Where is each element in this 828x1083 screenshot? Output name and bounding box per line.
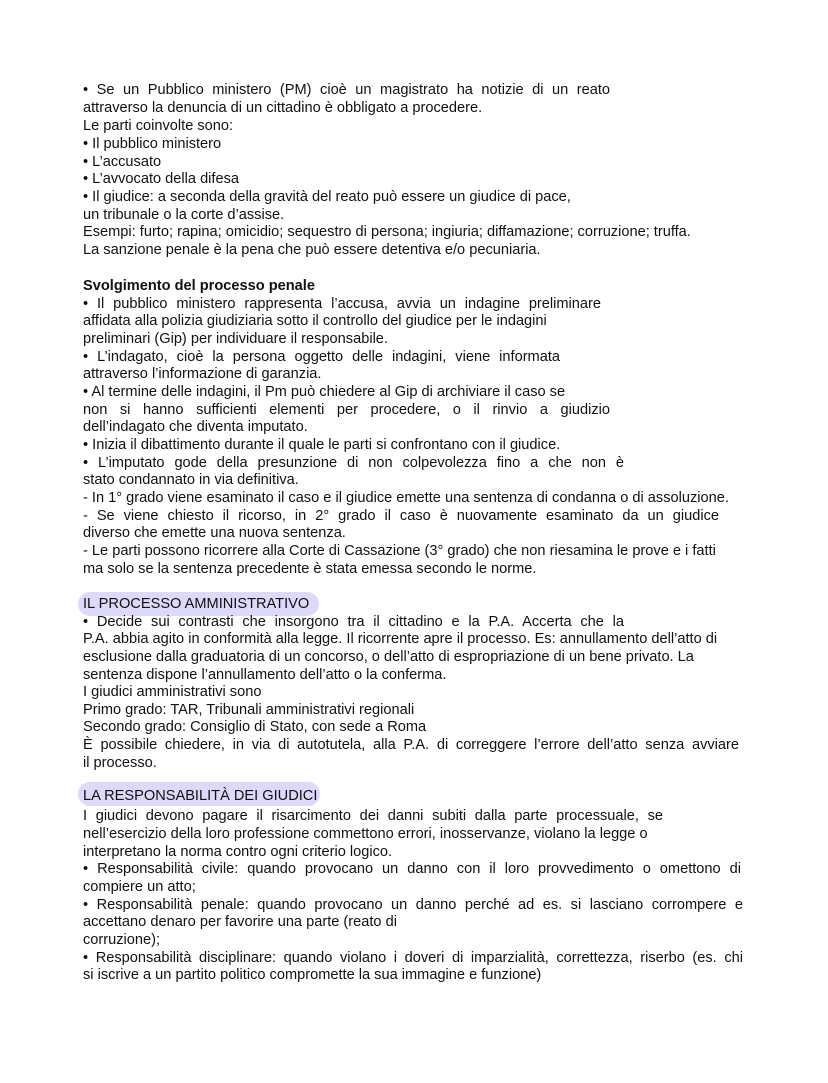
text-line: attraverso l’informazione di garanzia. (83, 366, 322, 382)
text-line: ma solo se la sentenza precedente è stata emessa secondo le norme. (83, 561, 537, 577)
text-line: • Inizia il dibattimento durante il quale le parti si confrontano con il giudice. (83, 437, 561, 453)
text-line: P.A. abbia agito in conformità alla legge. Il ricorrente apre il processo. Es: annullamento dell’atto di (83, 631, 718, 647)
text-line: I giudici amministrativi sono (83, 684, 262, 700)
text-line: • L’accusato (83, 154, 162, 170)
text-line: Esempi: furto; rapina; omicidio; sequestro di persona; ingiuria; diffamazione; corruzione; truffa. (83, 224, 691, 240)
text-line: preliminari (Gip) per individuare il responsabile. (83, 331, 388, 347)
text-line: I giudici devono pagare il risarcimento dei danni subiti dalla parte processuale, se (83, 808, 663, 824)
text-line: • L’avvocato della difesa (83, 171, 240, 187)
section-heading: IL PROCESSO AMMINISTRATIVO (83, 596, 310, 612)
text-line: La sanzione penale è la pena che può essere detentiva e/o pecuniaria. (83, 242, 541, 258)
text-line: un tribunale o la corte d’assise. (83, 207, 285, 223)
text-line: • Responsabilità disciplinare: quando violano i doveri di imparzialità, correttezza, riserbo (es. chi (83, 950, 743, 966)
text-line: attraverso la denuncia di un cittadino è obbligato a procedere. (83, 100, 483, 116)
section-heading: Svolgimento del processo penale (83, 278, 315, 294)
text-line: • Il pubblico ministero (83, 136, 222, 152)
text-line: - In 1° grado viene esaminato il caso e il giudice emette una sentenza di condanna o di assoluzione. (83, 490, 729, 506)
text-line: esclusione dalla graduatoria di un concorso, o dell’atto di espropriazione di un bene privato. La (83, 649, 694, 665)
text-line: • Se un Pubblico ministero (PM) cioè un magistrato ha notizie di un reato (83, 82, 610, 98)
text-line: si iscrive a un partito politico compromette la sua immagine e funzione) (83, 967, 542, 983)
text-line: - Se viene chiesto il ricorso, in 2° grado il caso è nuovamente esaminato da un giudice (83, 508, 719, 524)
text-line: • Al termine delle indagini, il Pm può chiedere al Gip di archiviare il caso se (83, 384, 566, 400)
text-line: corruzione); (83, 932, 161, 948)
text-line: • Il giudice: a seconda della gravità del reato può essere un giudice di pace, (83, 189, 571, 205)
text-line: • Decide sui contrasti che insorgono tra il cittadino e la P.A. Accerta che la (83, 614, 624, 630)
text-line: dell’indagato che diventa imputato. (83, 419, 308, 435)
text-line: • Il pubblico ministero rappresenta l’accusa, avvia un indagine preliminare (83, 296, 601, 312)
section-heading: LA RESPONSABILITÀ DEI GIUDICI (83, 788, 318, 804)
text-line: diverso che emette una nuova sentenza. (83, 525, 346, 541)
text-line: - Le parti possono ricorrere alla Corte di Cassazione (3° grado) che non riesamina le prove e i fatti (83, 543, 716, 559)
text-line: affidata alla polizia giudiziaria sotto il controllo del giudice per le indagini (83, 313, 547, 329)
text-line: Le parti coinvolte sono: (83, 118, 234, 134)
text-line: interpretano la norma contro ogni criterio logico. (83, 844, 393, 860)
text-line: sentenza dispone l’annullamento dell’atto o la conferma. (83, 667, 447, 683)
text-line: • L’imputato gode della presunzione di non colpevolezza fino a che non è (83, 455, 624, 471)
text-line: accettano denaro per favorire una parte (reato di (83, 914, 397, 930)
text-line: Secondo grado: Consiglio di Stato, con sede a Roma (83, 719, 427, 735)
text-line: stato condannato in via definitiva. (83, 472, 299, 488)
text-line: • Responsabilità civile: quando provocano un danno con il loro provvedimento o omettono di (83, 861, 741, 877)
text-line: compiere un atto; (83, 879, 196, 895)
text-line: non si hanno sufficienti elementi per procedere, o il rinvio a giudizio (83, 402, 610, 418)
text-line: • Responsabilità penale: quando provocano un danno perché ad es. si lasciano corrompere e (83, 897, 743, 913)
text-line: nell’esercizio della loro professione commettono errori, inosservanze, violano la legge o (83, 826, 648, 842)
text-line: • L’indagato, cioè la persona oggetto delle indagini, viene informata (83, 349, 560, 365)
text-line: Primo grado: TAR, Tribunali amministrativi regionali (83, 702, 415, 718)
text-line: il processo. (83, 755, 157, 771)
text-line: È possibile chiedere, in via di autotutela, alla P.A. di correggere l’errore dell’atto senza avviare (83, 737, 739, 753)
